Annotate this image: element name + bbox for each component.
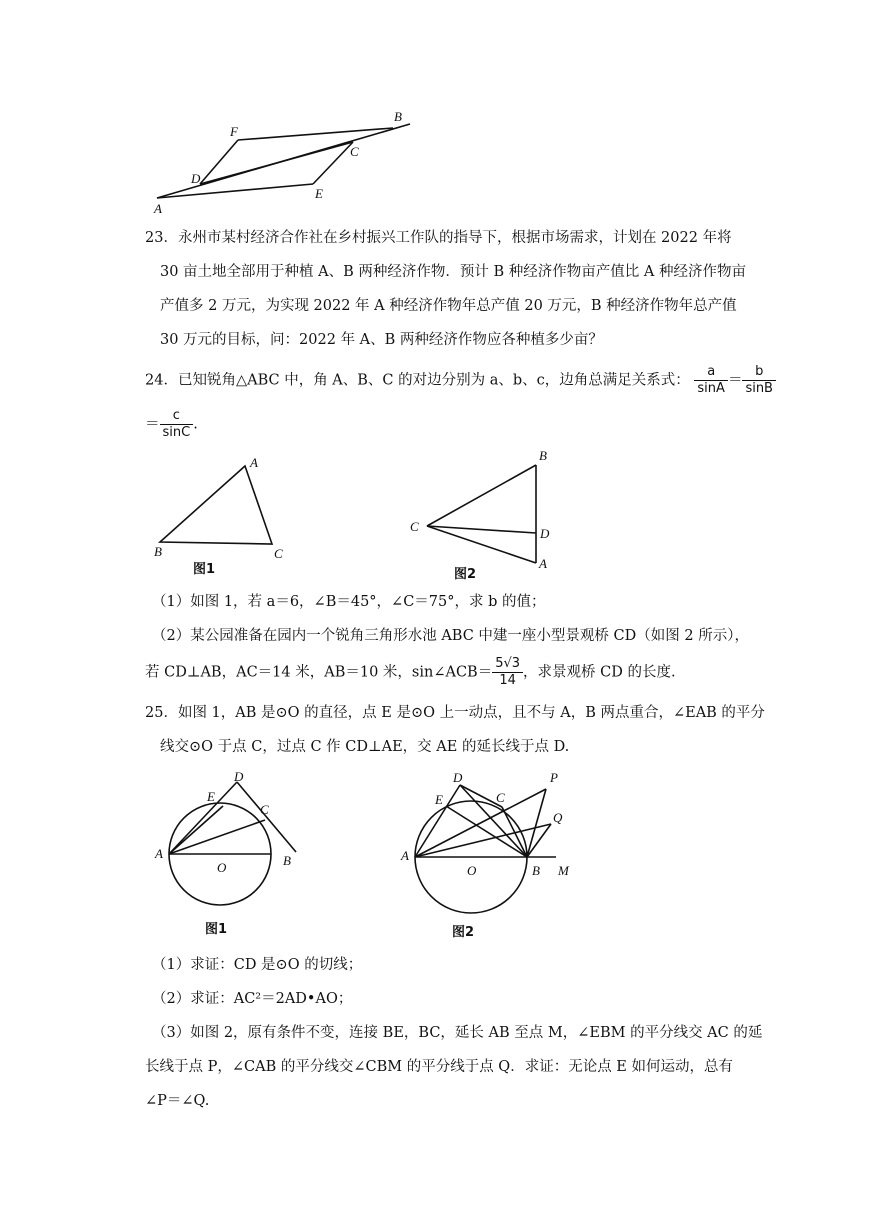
q23-line-4: 30 万元的目标，问：2022 年 A、B 两种经济作物应各种植多少亩？ [160, 332, 603, 348]
label-A: A [155, 846, 163, 861]
label-E: E [435, 792, 443, 807]
frac-denominator: sinC [160, 424, 194, 441]
frac-denominator: sinA [694, 380, 728, 397]
q23-line-3: 产值多 2 万元，为实现 2022 年 A 种经济作物年总产值 20 万元，B 种经济作物年总产值 [160, 298, 737, 314]
q25-part-3-line-2: 长线于点 P，∠CAB 的平分线交∠CBM 的平分线于点 Q．求证：无论点 E 如何运动，总有 [145, 1059, 733, 1075]
frac-numerator: 5√3 [495, 656, 521, 671]
label-D: D [191, 171, 201, 186]
q23-line-2: 30 亩土地全部用于种植 A、B 两种经济作物．预计 B 种经济作物亩产值比 A 种经济作物亩 [160, 264, 746, 280]
label-A: A [401, 848, 409, 863]
label-D: D [540, 526, 550, 541]
q24-fig2-caption: 图2 [454, 567, 477, 582]
q24-figure-1 [150, 450, 295, 565]
label-B: B [532, 863, 540, 878]
q25-line-2: 线交⊙O 于点 C，过点 C 作 CD⊥AE，交 AE 的延长线于点 D. [160, 739, 570, 755]
q24-part-2-line-1: （2）某公园准备在园内一个锐角三角形水池 ABC 中建一座小型景观桥 CD（如图 2 所示）， [152, 628, 749, 644]
q24-part2-text-before: 若 CD⊥AB，AC＝14 米，AB＝10 米，sin∠ACB＝ [145, 664, 493, 681]
frac-denominator: sinB [742, 380, 776, 397]
label-A: A [250, 455, 258, 470]
q25-line-1: 25．如图 1，AB 是⊙O 的直径，点 E 是⊙O 上一动点，且不与 A，B 两点重合，∠EAB 的平分 [145, 705, 765, 721]
q25-fig1-caption: 图1 [205, 922, 228, 937]
label-E: E [207, 789, 215, 804]
q25-figure-2 [398, 768, 578, 918]
frac-numerator: c [172, 408, 180, 423]
label-E: E [315, 186, 323, 201]
q25-figure-1 [148, 768, 308, 918]
fraction-a-sinA [694, 364, 728, 397]
label-A: A [154, 201, 162, 215]
figure-parallelogram [150, 105, 420, 215]
label-C: C [350, 144, 359, 159]
q24-formula-continued [145, 408, 198, 441]
q25-part-3-line-1: （3）如图 2，原有条件不变，连接 BE，BC，延长 AB 至点 M，∠EBM 的平分线交 AC 的延 [152, 1025, 763, 1041]
label-A: A [539, 556, 547, 571]
label-F: F [230, 124, 238, 139]
q24-part-2-line-2 [145, 656, 676, 689]
label-B: B [283, 853, 291, 868]
q23-line-1: 23．永州市某村经济合作社在乡村振兴工作队的指导下，根据市场需求，计划在 2022 年将 [145, 230, 732, 246]
label-B: B [154, 544, 162, 559]
q25-part-1: （1）求证：CD 是⊙O 的切线； [152, 957, 363, 973]
q25-part-2: （2）求证：AC²＝2AD•AO； [152, 991, 353, 1007]
period: . [193, 416, 198, 433]
label-B: B [394, 109, 402, 124]
label-O: O [217, 860, 227, 875]
label-M: M [558, 863, 569, 878]
q24-part-1: （1）如图 1，若 a＝6，∠B＝45°，∠C＝75°，求 b 的值； [152, 594, 546, 610]
fraction-b-sinB [742, 364, 776, 397]
label-D: D [234, 769, 244, 784]
frac-numerator: b [755, 364, 764, 379]
fraction-5sqrt3-over-14 [492, 656, 523, 689]
q24-intro-line [145, 364, 776, 397]
label-C: C [496, 790, 505, 805]
label-C: C [274, 546, 283, 561]
label-O: O [467, 863, 477, 878]
q25-fig2-caption: 图2 [452, 925, 475, 940]
label-Q: Q [553, 810, 563, 825]
frac-numerator: a [707, 364, 716, 379]
label-D: D [453, 770, 463, 785]
label-C: C [410, 519, 419, 534]
fraction-c-sinC [160, 408, 194, 441]
label-P: P [550, 770, 558, 785]
q24-figure-2 [400, 445, 560, 575]
q24-intro-text: 24．已知锐角△ABC 中，角 A、B、C 的对边分别为 a、b、c，边角总满足关系式： [145, 372, 690, 389]
q25-part-3-line-3: ∠P＝∠Q. [145, 1093, 210, 1109]
q24-part2-text-after: ，求景观桥 CD 的长度. [523, 664, 676, 681]
q24-fig1-caption: 图1 [193, 562, 216, 577]
equals-sign: ＝ [727, 372, 743, 389]
equals-sign: ＝ [145, 416, 160, 433]
label-B: B [539, 448, 547, 463]
label-C: C [260, 802, 269, 817]
frac-denominator: 14 [492, 672, 523, 689]
